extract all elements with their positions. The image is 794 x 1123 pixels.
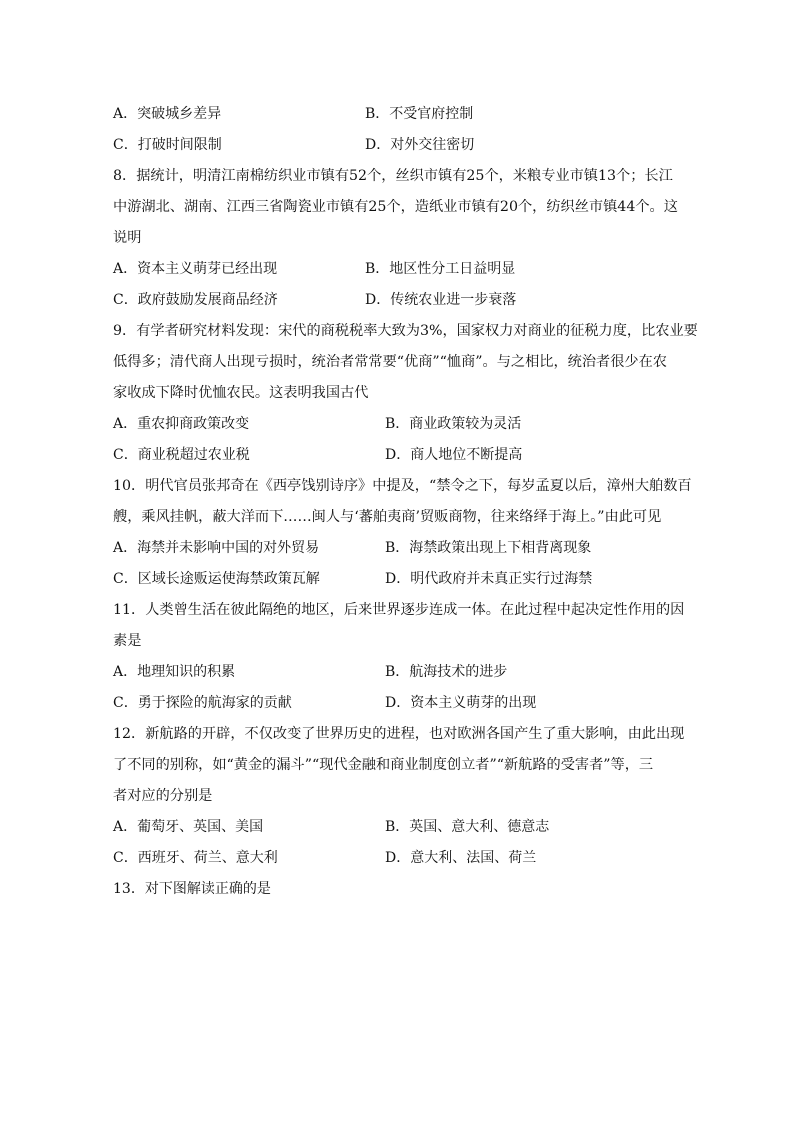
- q11-stem: [113, 600, 683, 662]
- q9-stem: [113, 321, 698, 414]
- q8-option-b: B．地区性分工日益明显: [365, 261, 516, 277]
- q10-option-c: C．区域长途贩运使海禁政策瓦解: [113, 571, 320, 587]
- q9-option-d: D．商人地位不断提高: [385, 447, 523, 463]
- q10-option-d: D．明代政府并未真正实行过海禁: [385, 571, 593, 587]
- q11-option-a: A．地理知识的积累: [113, 664, 236, 680]
- q12-stem-line-1: 12．新航路的开辟，不仅改变了世界历史的进程，也对欧洲各国产生了重大影响，由此出现: [113, 726, 685, 742]
- q10-stem-line-1: 10．明代官员张邦奇在《西亭饯别诗序》中提及，“禁令之下，每岁孟夏以后，漳州大舶数百: [113, 478, 692, 494]
- q7-option-a: A．突破城乡差异: [113, 106, 222, 122]
- q8-stem-line-1: 8．据统计，明清江南棉纺织业市镇有52个，丝织市镇有25个，米粮专业市镇13个；长江: [113, 168, 673, 184]
- q10-option-a: A．海禁并未影响中国的对外贸易: [113, 540, 320, 556]
- q11-stem-line-1: 11．人类曾生活在彼此隔绝的地区，后来世界逐步连成一体。在此过程中起决定性作用的因: [113, 602, 685, 618]
- q9-stem-line-2: 低得多；清代商人出现亏损时，统治者常常要“优商”“恤商”。与之相比，统治者很少在农: [113, 354, 667, 370]
- q8-option-c: C．政府鼓励发展商品经济: [113, 292, 278, 308]
- q9-stem-line-3: 家收成下降时优恤农民。这表明我国古代: [113, 385, 369, 401]
- q11-option-d: D．资本主义萌芽的出现: [385, 695, 537, 711]
- q7-option-c: C．打破时间限制: [113, 137, 222, 153]
- q10-stem-line-2: 艘，乘风挂帆，蔽大洋而下……闽人与‘蕃舶夷商’贸贩商物，往来络绎于海上。”由此可见: [113, 509, 662, 525]
- q9-option-a: A．重农抑商政策改变: [113, 416, 250, 432]
- q8-stem-line-2: 中游湖北、湖南、江西三省陶瓷业市镇有25个，造纸业市镇有20个，纺织丝市镇44个。这: [113, 199, 678, 215]
- q10-stem: [113, 476, 692, 538]
- q12-option-d: D．意大利、法国、荷兰: [385, 850, 537, 866]
- q12-option-b: B．英国、意大利、德意志: [385, 819, 550, 835]
- q12-stem-line-2: 了不同的别称，如“黄金的漏斗”“现代金融和商业制度创立者”“新航路的受害者”等，三: [113, 757, 654, 773]
- q8-stem: [113, 166, 683, 259]
- q7-option-b: B．不受官府控制: [365, 106, 474, 122]
- q12-stem: [113, 724, 683, 817]
- q8-stem-line-3: 说明: [113, 230, 142, 246]
- q9-option-b: B．商业政策较为灵活: [385, 416, 522, 432]
- q9-stem-line-1: 9．有学者研究材料发现：宋代的商税税率大致为3%，国家权力对商业的征税力度，比农业要: [113, 323, 698, 339]
- q11-option-b: B．航海技术的进步: [385, 664, 508, 680]
- q7-option-d: D．对外交往密切: [365, 137, 475, 153]
- q13-stem: 13．对下图解读正确的是: [113, 881, 271, 897]
- q8-option-d: D．传统农业进一步衰落: [365, 292, 517, 308]
- q11-option-c: C．勇于探险的航海家的贡献: [113, 695, 292, 711]
- q12-option-a: A．葡萄牙、英国、美国: [113, 819, 264, 835]
- q8-option-a: A．资本主义萌芽已经出现: [113, 261, 278, 277]
- q12-option-c: C．西班牙、荷兰、意大利: [113, 850, 278, 866]
- q10-option-b: B．海禁政策出现上下相背离现象: [385, 540, 592, 556]
- q9-option-c: C．商业税超过农业税: [113, 447, 250, 463]
- q12-stem-line-3: 者对应的分别是: [113, 788, 213, 804]
- q11-stem-line-2: 素是: [113, 633, 142, 649]
